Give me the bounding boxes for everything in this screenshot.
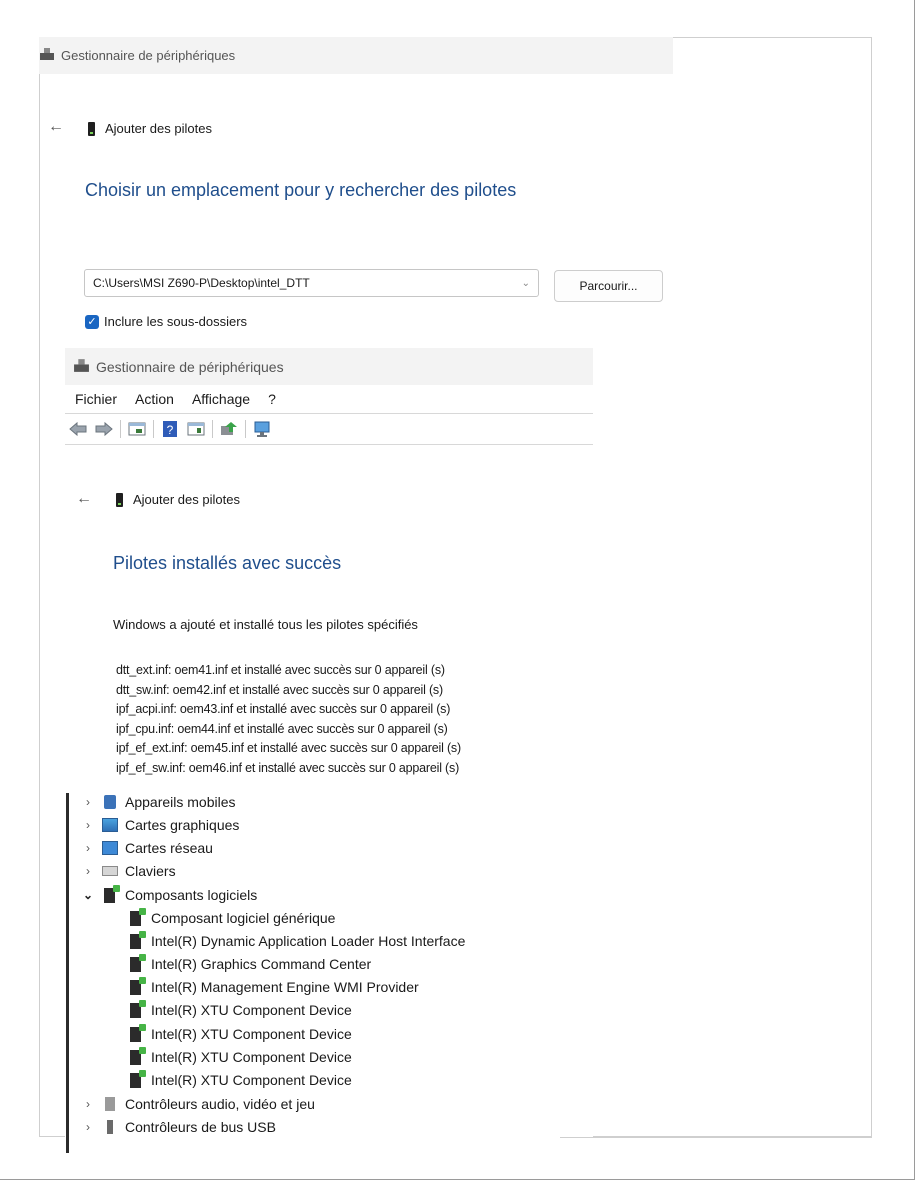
svg-text:?: ? bbox=[166, 423, 174, 437]
driver-device-icon bbox=[88, 122, 95, 136]
mobile-device-icon bbox=[104, 795, 116, 809]
log-line: ipf_cpu.inf: oem44.inf et installé avec succès sur 0 appareil (s) bbox=[116, 721, 448, 736]
install-message: Windows a ajouté et installé tous les pilotes spécifiés bbox=[113, 617, 418, 632]
log-line: ipf_ef_ext.inf: oem45.inf et installé avec succès sur 0 appareil (s) bbox=[116, 741, 461, 755]
tree-child-label: Composant logiciel générique bbox=[151, 910, 336, 926]
forward-nav-icon[interactable] bbox=[94, 420, 114, 438]
front-window-title: Gestionnaire de périphériques bbox=[96, 358, 284, 375]
back-title-bar bbox=[39, 37, 673, 74]
expand-chevron-icon[interactable]: › bbox=[86, 1097, 90, 1111]
tree-item-controleurs-usb[interactable] bbox=[82, 1119, 276, 1135]
back-wizard-header bbox=[88, 121, 212, 136]
tree-child-label: Intel(R) XTU Component Device bbox=[151, 1049, 352, 1065]
device-manager-icon bbox=[73, 358, 90, 376]
software-component-icon bbox=[130, 1050, 141, 1065]
tree-item-appareils-mobiles[interactable] bbox=[82, 794, 236, 810]
back-nav-icon[interactable] bbox=[68, 420, 88, 438]
expand-chevron-icon[interactable]: › bbox=[86, 795, 90, 809]
tree-item-label: Composants logiciels bbox=[125, 887, 258, 903]
front-title-bar bbox=[65, 348, 593, 385]
expand-chevron-icon[interactable]: › bbox=[86, 818, 90, 832]
audio-icon bbox=[105, 1097, 115, 1111]
browse-button[interactable]: Parcourir... bbox=[554, 270, 663, 302]
software-component-icon bbox=[130, 1073, 141, 1088]
menu-divider bbox=[65, 413, 593, 414]
expand-chevron-icon[interactable]: › bbox=[86, 841, 90, 855]
toolbar-separator bbox=[120, 420, 121, 438]
panel-bottom-edge bbox=[560, 1137, 872, 1138]
tree-child-label: Intel(R) Graphics Command Center bbox=[151, 956, 372, 972]
tree-child-item[interactable] bbox=[128, 1049, 352, 1065]
menu-action[interactable]: Action bbox=[135, 391, 174, 407]
software-component-icon bbox=[130, 980, 141, 995]
tree-child-label: Intel(R) XTU Component Device bbox=[151, 1026, 352, 1042]
network-adapter-icon bbox=[102, 841, 118, 855]
help-icon[interactable] bbox=[160, 420, 180, 438]
log-line: dtt_sw.inf: oem42.inf et installé avec succès sur 0 appareil (s) bbox=[116, 682, 443, 697]
display-adapter-icon bbox=[102, 818, 118, 832]
toolbar-separator bbox=[212, 420, 213, 438]
toolbar-separator bbox=[153, 420, 154, 438]
menu-affichage[interactable]: Affichage bbox=[191, 391, 251, 407]
properties-icon[interactable] bbox=[186, 420, 206, 438]
tree-item-label: Claviers bbox=[125, 863, 176, 879]
tree-item-claviers[interactable] bbox=[82, 863, 176, 879]
tree-item-composants-logiciels[interactable] bbox=[82, 887, 257, 903]
menu-fichier[interactable]: Fichier bbox=[75, 391, 118, 407]
update-driver-icon[interactable] bbox=[219, 420, 239, 438]
tree-item-cartes-graphiques[interactable] bbox=[82, 817, 239, 833]
software-component-icon bbox=[130, 1003, 141, 1018]
search-path-combobox[interactable] bbox=[84, 269, 539, 297]
tree-child-label: Intel(R) XTU Component Device bbox=[151, 1072, 352, 1088]
install-log bbox=[116, 661, 461, 778]
software-component-icon bbox=[130, 1027, 141, 1042]
expand-chevron-icon[interactable]: › bbox=[86, 864, 90, 878]
toolbar-divider bbox=[65, 444, 593, 445]
back-heading: Choisir un emplacement pour y rechercher des pilotes bbox=[85, 180, 517, 200]
software-component-icon bbox=[130, 911, 141, 926]
menu-help[interactable]: ? bbox=[268, 391, 276, 407]
search-path-value: C:\Users\MSI Z690-P\Desktop\intel_DTT bbox=[93, 276, 310, 290]
expand-chevron-icon[interactable]: › bbox=[86, 1120, 90, 1134]
tree-item-label: Cartes réseau bbox=[125, 840, 213, 856]
scan-hardware-icon[interactable] bbox=[252, 420, 272, 438]
tree-child-item[interactable] bbox=[128, 1072, 352, 1088]
usb-icon bbox=[107, 1120, 113, 1134]
tree-item-cartes-reseau[interactable] bbox=[82, 840, 213, 856]
tree-item-label: Cartes graphiques bbox=[125, 817, 240, 833]
log-line: ipf_ef_sw.inf: oem46.inf et installé avec succès sur 0 appareil (s) bbox=[116, 760, 460, 775]
tree-item-label: Contrôleurs audio, vidéo et jeu bbox=[125, 1096, 315, 1112]
software-component-icon bbox=[104, 888, 115, 903]
keyboard-icon bbox=[102, 866, 118, 876]
tree-child-item[interactable] bbox=[128, 1026, 352, 1042]
tree-child-label: Intel(R) Dynamic Application Loader Host Interface bbox=[151, 933, 466, 949]
front-heading: Pilotes installés avec succès bbox=[113, 553, 342, 573]
collapse-chevron-icon[interactable]: ⌄ bbox=[82, 888, 94, 902]
back-arrow-icon[interactable]: ← bbox=[48, 118, 64, 135]
software-component-icon bbox=[130, 934, 141, 949]
tree-child-item[interactable] bbox=[128, 933, 465, 949]
menu-bar bbox=[75, 391, 294, 407]
tree-item-label: Contrôleurs de bus USB bbox=[125, 1119, 276, 1135]
include-subfolders-checkbox[interactable]: ✓ bbox=[85, 315, 99, 329]
front-wizard-title: Ajouter des pilotes bbox=[133, 492, 240, 507]
toolbar bbox=[68, 420, 278, 438]
chevron-down-icon[interactable]: ⌄ bbox=[521, 277, 530, 289]
back-wizard-title: Ajouter des pilotes bbox=[105, 121, 212, 136]
back-window-title: Gestionnaire de périphériques bbox=[61, 48, 236, 63]
driver-device-icon bbox=[116, 493, 123, 507]
back-arrow-icon[interactable]: ← bbox=[76, 490, 92, 507]
front-wizard-header bbox=[116, 492, 240, 507]
toolbar-separator bbox=[245, 420, 246, 438]
tree-edge bbox=[66, 793, 69, 1153]
tree-child-item[interactable] bbox=[128, 910, 335, 926]
software-component-icon bbox=[130, 957, 141, 972]
show-hide-tree-icon[interactable] bbox=[127, 420, 147, 438]
tree-child-label: Intel(R) XTU Component Device bbox=[151, 1002, 352, 1018]
log-line: ipf_acpi.inf: oem43.inf et installé avec succès sur 0 appareil (s) bbox=[116, 702, 451, 716]
tree-child-item[interactable] bbox=[128, 1002, 352, 1018]
device-manager-icon bbox=[39, 47, 55, 64]
include-subfolders-label: Inclure les sous-dossiers bbox=[104, 314, 248, 329]
tree-child-item[interactable] bbox=[128, 956, 371, 972]
log-line: dtt_ext.inf: oem41.inf et installé avec succès sur 0 appareil (s) bbox=[116, 663, 445, 677]
tree-child-label: Intel(R) Management Engine WMI Provider bbox=[151, 979, 419, 995]
tree-child-item[interactable] bbox=[128, 979, 419, 995]
tree-item-label: Appareils mobiles bbox=[125, 794, 236, 810]
tree-item-controleurs-audio[interactable] bbox=[82, 1096, 315, 1112]
